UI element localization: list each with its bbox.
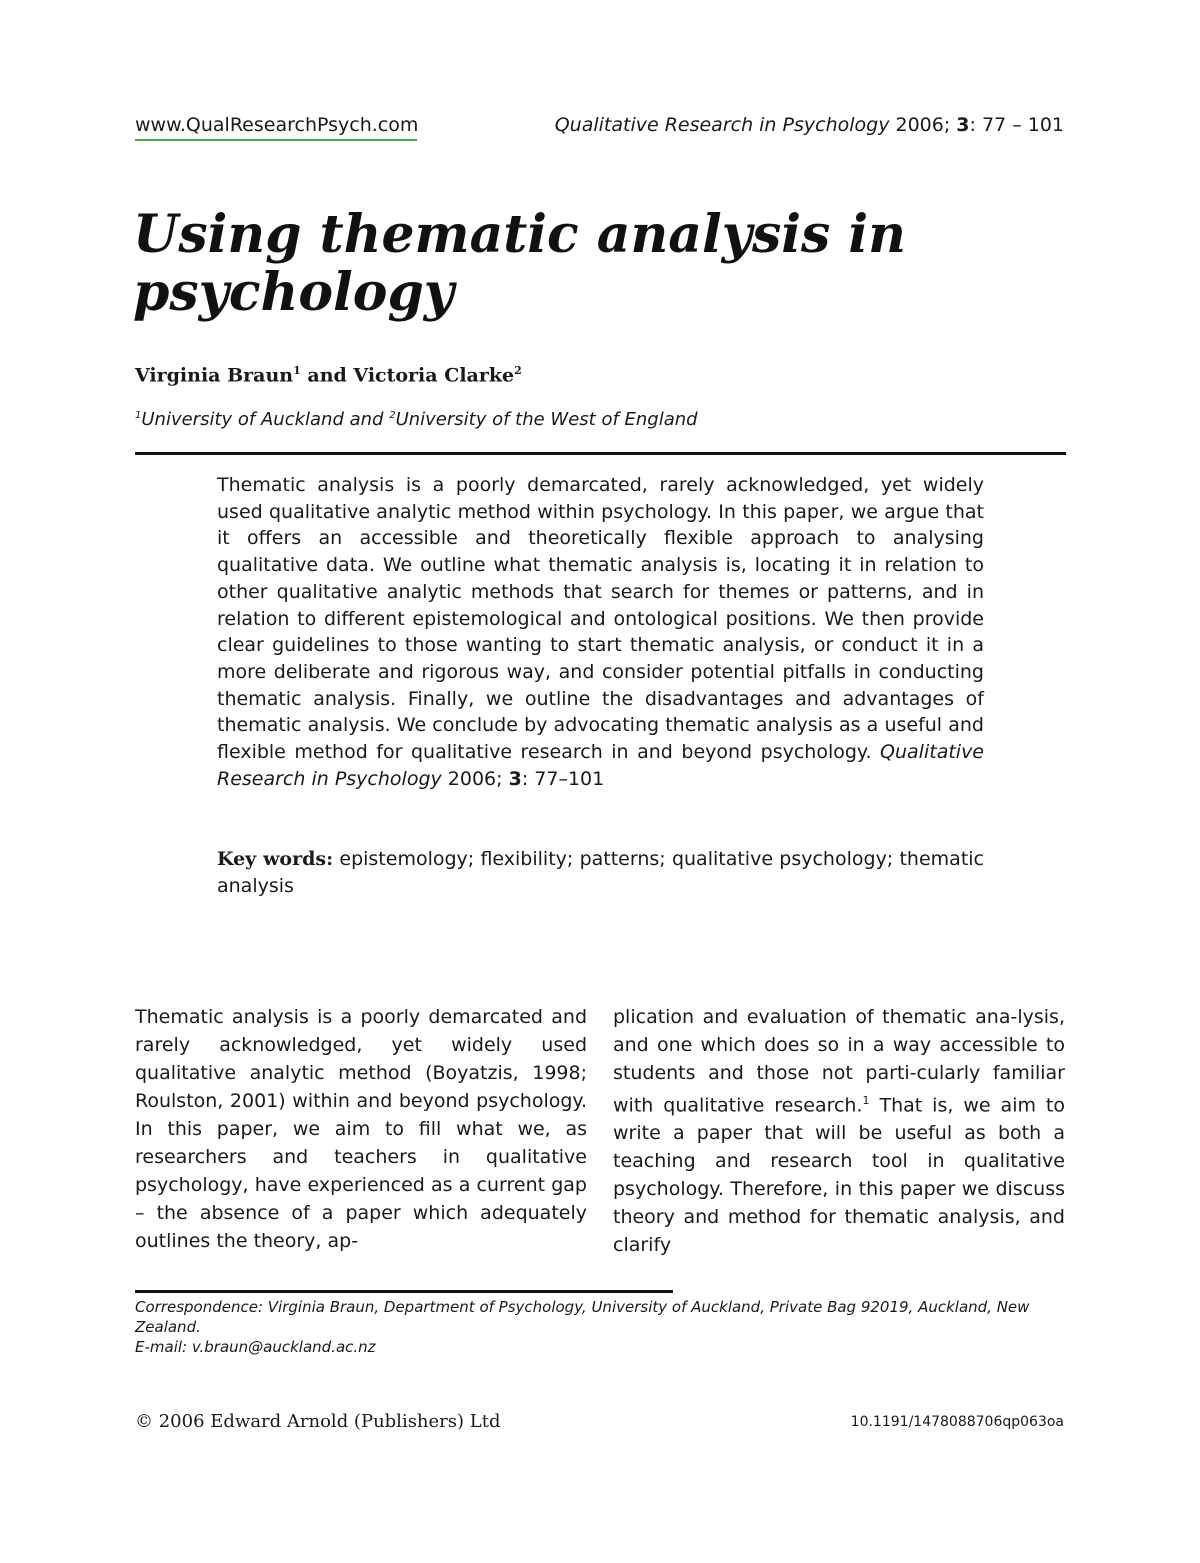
abstract-citation-journal: Qualitative Research in Psychology <box>217 741 984 790</box>
journal-name: Qualitative Research in Psychology <box>554 114 890 136</box>
body-column-right <box>613 1003 1065 1259</box>
correspondence-address: Correspondence: Virginia Braun, Department of Psychology, University of Auckland, Private Bag 92019, Auckland, New Zealand. <box>135 1298 1030 1336</box>
keywords-label: Key words: <box>217 848 334 870</box>
abstract-citation-pages: : 77–101 <box>521 767 605 790</box>
body-column-left: Thematic analysis is a poorly demarcated and rarely acknowledged, yet widely used qualitative analytic method (Boyatzis, 1998; Roulston, 2001) within and beyond psychology. In this paper, we aim to fill what we, as researchers and teachers in qualitative psychology, have experienced as a current gap – the absence of a paper which adequately outlines the theory, ap- <box>135 1006 587 1252</box>
website-underline <box>135 139 417 141</box>
affiliation-1-marker: 1 <box>135 410 142 421</box>
article-title: Using thematic analysis in psychology <box>133 204 906 323</box>
abstract-citation-volume: 3 <box>508 767 522 790</box>
abstract <box>217 472 984 792</box>
author-1: Virginia Braun <box>135 364 294 387</box>
abstract-citation-year: 2006; <box>441 767 509 790</box>
footnote-marker[interactable]: 1 <box>862 1094 870 1107</box>
body-right-text-a: plication and evaluation of thematic ana-lysis, and one which does so in a way accessible to students and those not parti-cularly familiar with qualitative research. <box>613 1006 1065 1117</box>
author-2: Victoria Clarke <box>353 364 515 387</box>
keywords-text: epistemology; flexibility; patterns; qualitative psychology; thematic analysis <box>217 848 984 897</box>
header-divider <box>135 452 1066 455</box>
journal-website-link[interactable]: www.QualResearchPsych.com <box>135 114 419 136</box>
footnote-divider <box>135 1290 673 1293</box>
keywords <box>217 846 984 899</box>
affiliation-2-marker: 2 <box>389 410 396 421</box>
affiliation-2: University of the West of England <box>395 409 698 430</box>
journal-volume: 3 <box>956 114 970 136</box>
author-1-affiliation-marker: 1 <box>293 364 301 377</box>
correspondence-note <box>135 1297 1066 1357</box>
affiliation-1: University of Auckland and <box>141 409 390 430</box>
author-2-affiliation-marker: 2 <box>514 364 522 377</box>
correspondence-email[interactable]: E-mail: v.braun@auckland.ac.nz <box>135 1338 376 1356</box>
copyright-notice: © 2006 Edward Arnold (Publishers) Ltd <box>135 1411 501 1432</box>
affiliations <box>135 409 698 430</box>
doi[interactable]: 10.1191/1478088706qp063oa <box>850 1414 1064 1430</box>
body-right-text-b: That is, we aim to write a paper that will be useful as both a teaching and research tool in qualitative psychology. Therefore, in this paper we discuss theory and method for thematic analysis, and clarify <box>613 1094 1066 1257</box>
journal-pages: : 77 – 101 <box>969 114 1064 136</box>
author-conjunction: and <box>300 364 354 387</box>
abstract-text: Thematic analysis is a poorly demarcated, rarely acknowledged, yet widely used qualitative analytic method within psychology. In this paper, we argue that it offers an accessible and theoretically flexible approach to analysing qualitative data. We outline what thematic analysis is, locating it in relation to other qualitative analytic methods that search for themes or patterns, and in relation to different epistemological and ontological positions. We then provide clear guidelines to those wanting to start thematic analysis, or conduct it in a more deliberate and rigorous way, and consider potential pitfalls in conducting thematic analysis. Finally, we outline the disadvantages and advantages of thematic analysis. We conclude by advocating thematic analysis as a useful and flexible method for qualitative research in and beyond psychology. <box>217 474 984 764</box>
author-line <box>135 364 522 386</box>
journal-citation-header <box>555 114 1064 136</box>
journal-year: 2006; <box>889 114 957 136</box>
